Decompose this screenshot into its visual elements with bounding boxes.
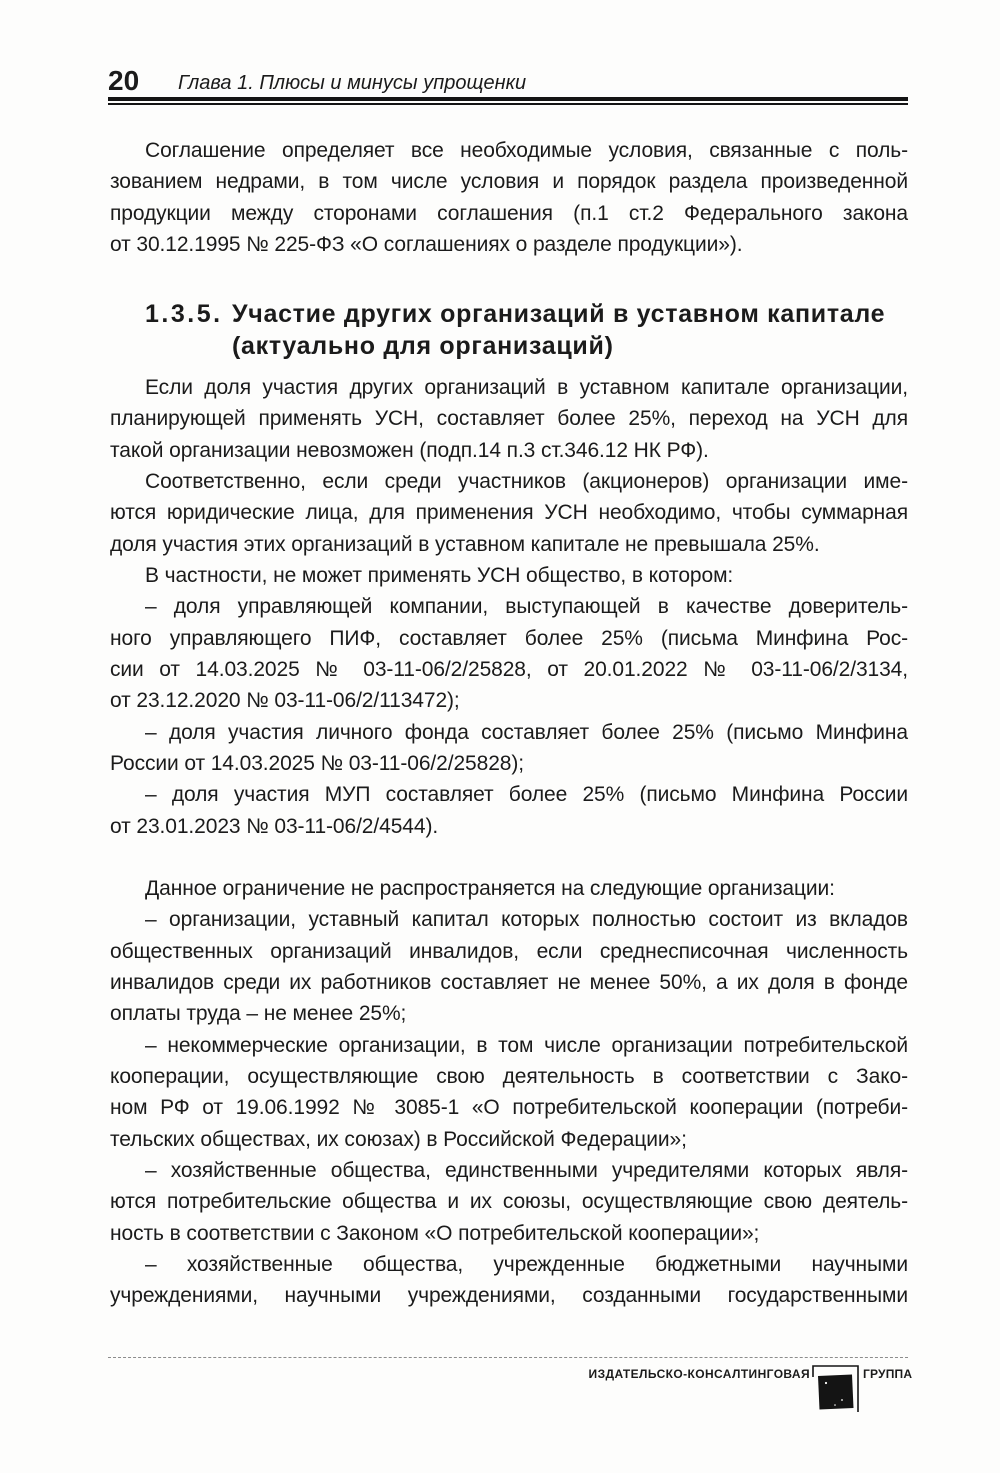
text-line: – доля управляющей компании, выступающей в качестве доверитель- (145, 595, 908, 619)
text-line: от 30.12.1995 № 225-ФЗ «О соглашениях о разделе продукции»). (110, 233, 743, 257)
text-line: от 23.01.2023 № 03-11-06/2/4544). (110, 814, 439, 838)
paragraph (110, 873, 908, 904)
text-line: – хозяйственные общества, единственными учредителями которых явля- (145, 1159, 908, 1183)
text-line: кооперации, осуществляющие свою деятельность в соответствии с Зако- (110, 1065, 908, 1089)
list-item (110, 904, 908, 1029)
paragraph (110, 466, 908, 560)
list-item (110, 717, 908, 780)
text-line: ются потребительские общества и их союзы, осуществляющие свою деятель- (110, 1190, 908, 1214)
text-line: Данное ограничение не распространяется на следующие организации: (145, 877, 835, 900)
text-line: такой организации невозможен (подп.14 п.3 ст.346.12 НК РФ). (110, 438, 709, 462)
text-line: – хозяйственные общества, учрежденные бюджетными научными (145, 1253, 908, 1277)
list-item (110, 1155, 908, 1249)
text-line: ются юридические лица, для применения УСН необходимо, чтобы суммарная (110, 501, 908, 525)
text-line: сии от 14.03.2025 № 03-11-06/2/25828, от 20.01.2022 № 03-11-06/2/3134, (110, 658, 908, 682)
text-line: планирующей применять УСН, составляет более 25%, переход на УСН для (110, 407, 908, 431)
text-line: зованием недрами, в том числе условия и порядок раздела произведенной (110, 170, 908, 194)
text-line: ного управляющего ПИФ, составляет более 25% (письма Минфина Рос- (110, 626, 908, 650)
list-item (110, 1030, 908, 1155)
text-line: Соответственно, если среди участников (акционеров) организации име- (145, 470, 908, 494)
text-line: продукции между сторонами соглашения (п.1 ст.2 Федерального закона (110, 201, 908, 225)
text-line: доля участия этих организаций в уставном капитале не превышала 25%. (110, 532, 820, 556)
running-title: Глава 1. Плюсы и минусы упрощенки (178, 72, 527, 94)
paragraph (110, 560, 908, 591)
publisher-logo (811, 1362, 861, 1414)
section-heading (110, 298, 908, 362)
header-rule (108, 97, 908, 101)
text-line: – некоммерческие организации, в том числе организации потребительской (145, 1033, 908, 1057)
section-title: Участие других организаций в уставном капитале (232, 300, 886, 328)
text-line: – организации, уставный капитал которых полностью состоит из вкладов (145, 908, 908, 932)
text-line: тельских обществах, их союзах) в Российской Федерации»; (110, 1127, 687, 1151)
publisher-logo-icon (811, 1362, 861, 1414)
section-subtitle: (актуально для организаций) (232, 332, 614, 360)
section-number: 1.3.5. (145, 300, 223, 328)
text-line: Соглашение определяет все необходимые условия, связанные с поль- (145, 139, 908, 162)
exceptions-body (110, 873, 908, 1312)
section-heading-line (110, 298, 908, 330)
text-line: инвалидов среди их работников составляет не менее 50%, а их доля в фонде (110, 971, 908, 995)
page-number: 20 (108, 65, 140, 96)
text-line: от 23.12.2020 № 03-11-06/2/113472); (110, 689, 460, 713)
text-line: В частности, не может применять УСН общество, в котором: (145, 564, 734, 588)
text-line: оплаты труда – не менее 25%; (110, 1002, 407, 1026)
intro-paragraph (110, 135, 908, 260)
paragraph (110, 372, 908, 466)
text-line: – доля участия МУП составляет более 25% (письмо Минфина России (145, 783, 908, 807)
section-body (110, 372, 908, 842)
text-line: России от 14.03.2025 № 03-11-06/2/25828); (110, 752, 525, 776)
list-item (110, 591, 908, 716)
publisher-name-right: ГРУППА (863, 1367, 913, 1381)
text-line: ность в соответствии с Законом «О потребительской кооперации»; (110, 1221, 760, 1245)
header-rule-thin (108, 103, 908, 105)
text-line: Если доля участия других организаций в уставном капитале организации, (145, 376, 908, 399)
footer-rule (108, 1357, 908, 1358)
publisher-name-left: ИЗДАТЕЛЬСКО-КОНСАЛТИНГОВАЯ (588, 1367, 810, 1381)
text-line: общественных организаций инвалидов, если среднесписочная численность (110, 939, 908, 963)
list-item (110, 779, 908, 842)
list-item (110, 1249, 908, 1312)
text-line: учреждениями, научными учреждениями, созданными государственными (110, 1284, 908, 1308)
text-line: ном РФ от 19.06.1992 № 3085-1 «О потребительской кооперации (потреби- (110, 1096, 908, 1120)
text-line: – доля участия личного фонда составляет более 25% (письмо Минфина (145, 720, 908, 744)
